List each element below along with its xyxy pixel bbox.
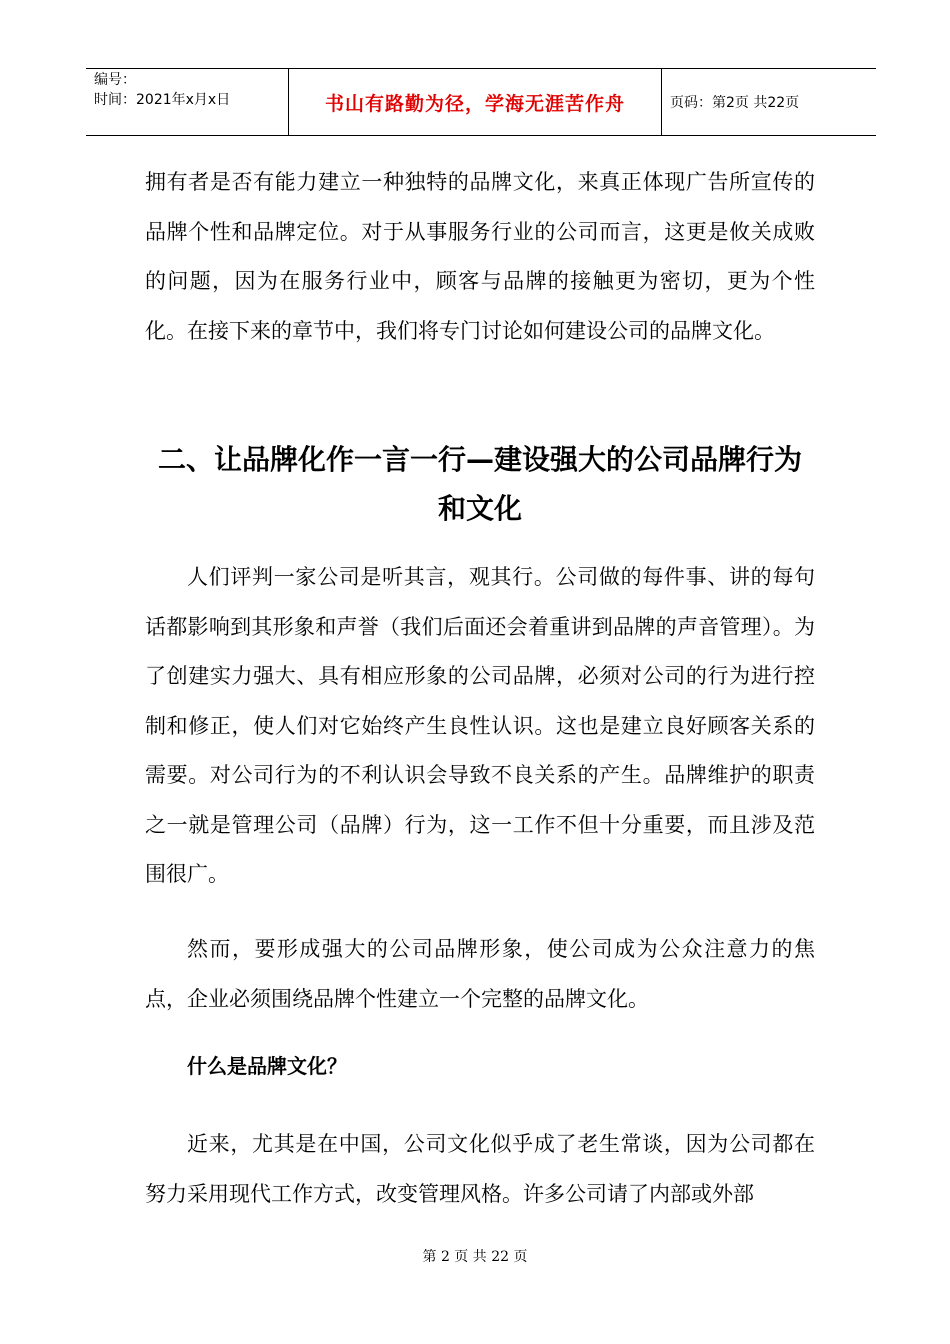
body-paragraph-4: 近来，尤其是在中国，公司文化似乎成了老生常谈，因为公司都在努力采用现代工作方式，改变管理风格。许多公司请了内部或外部 [145, 1132, 815, 1206]
serial-number-label: 编号： [94, 72, 136, 88]
section-heading: 二、让品牌化作一言一行—建设强大的公司品牌行为和文化 [157, 443, 802, 525]
document-header [86, 68, 876, 136]
time-label: 时间：2021年x月x日 [94, 92, 231, 108]
header-motto-cell [288, 69, 662, 135]
body-paragraph-2: 人们评判一家公司是听其言，观其行。公司做的每件事、讲的每句话都影响到其形象和声誉（我们后面还会着重讲到品牌的声音管理）。为了创建实力强大、具有相应形象的公司品牌，必须对公司的行为进行控制和修正，使人们对它始终产生良性认识。这也是建立良好顾客关系的需要。对公司行为的不利认识会导致不良关系的产生。品牌维护的职责之一就是管理公司（品牌）行为，这一工作不但十分重要，而且涉及范围很广。 [145, 565, 815, 886]
header-page-info: 页码：第2页 共22页 [670, 95, 800, 111]
subsection-heading: 什么是品牌文化？ [187, 1054, 347, 1078]
body-paragraph-3: 然而，要形成强大的公司品牌形象，使公司成为公众注意力的焦点，企业必须围绕品牌个性建立一个完整的品牌文化。 [145, 937, 815, 1011]
header-meta-cell [86, 69, 288, 135]
header-page-cell [662, 69, 876, 135]
header-motto: 书山有路勤为径，学海无涯苦作舟 [324, 92, 625, 115]
body-paragraph-1: 拥有者是否有能力建立一种独特的品牌文化，来真正体现广告所宣传的品牌个性和品牌定位。对于从事服务行业的公司而言，这更是攸关成败的问题，因为在服务行业中，顾客与品牌的接触更为密切，更为个性化。在接下来的章节中，我们将专门讨论如何建设公司的品牌文化。 [145, 170, 815, 343]
page-footer: 第 2 页 共 22 页 [422, 1249, 528, 1265]
